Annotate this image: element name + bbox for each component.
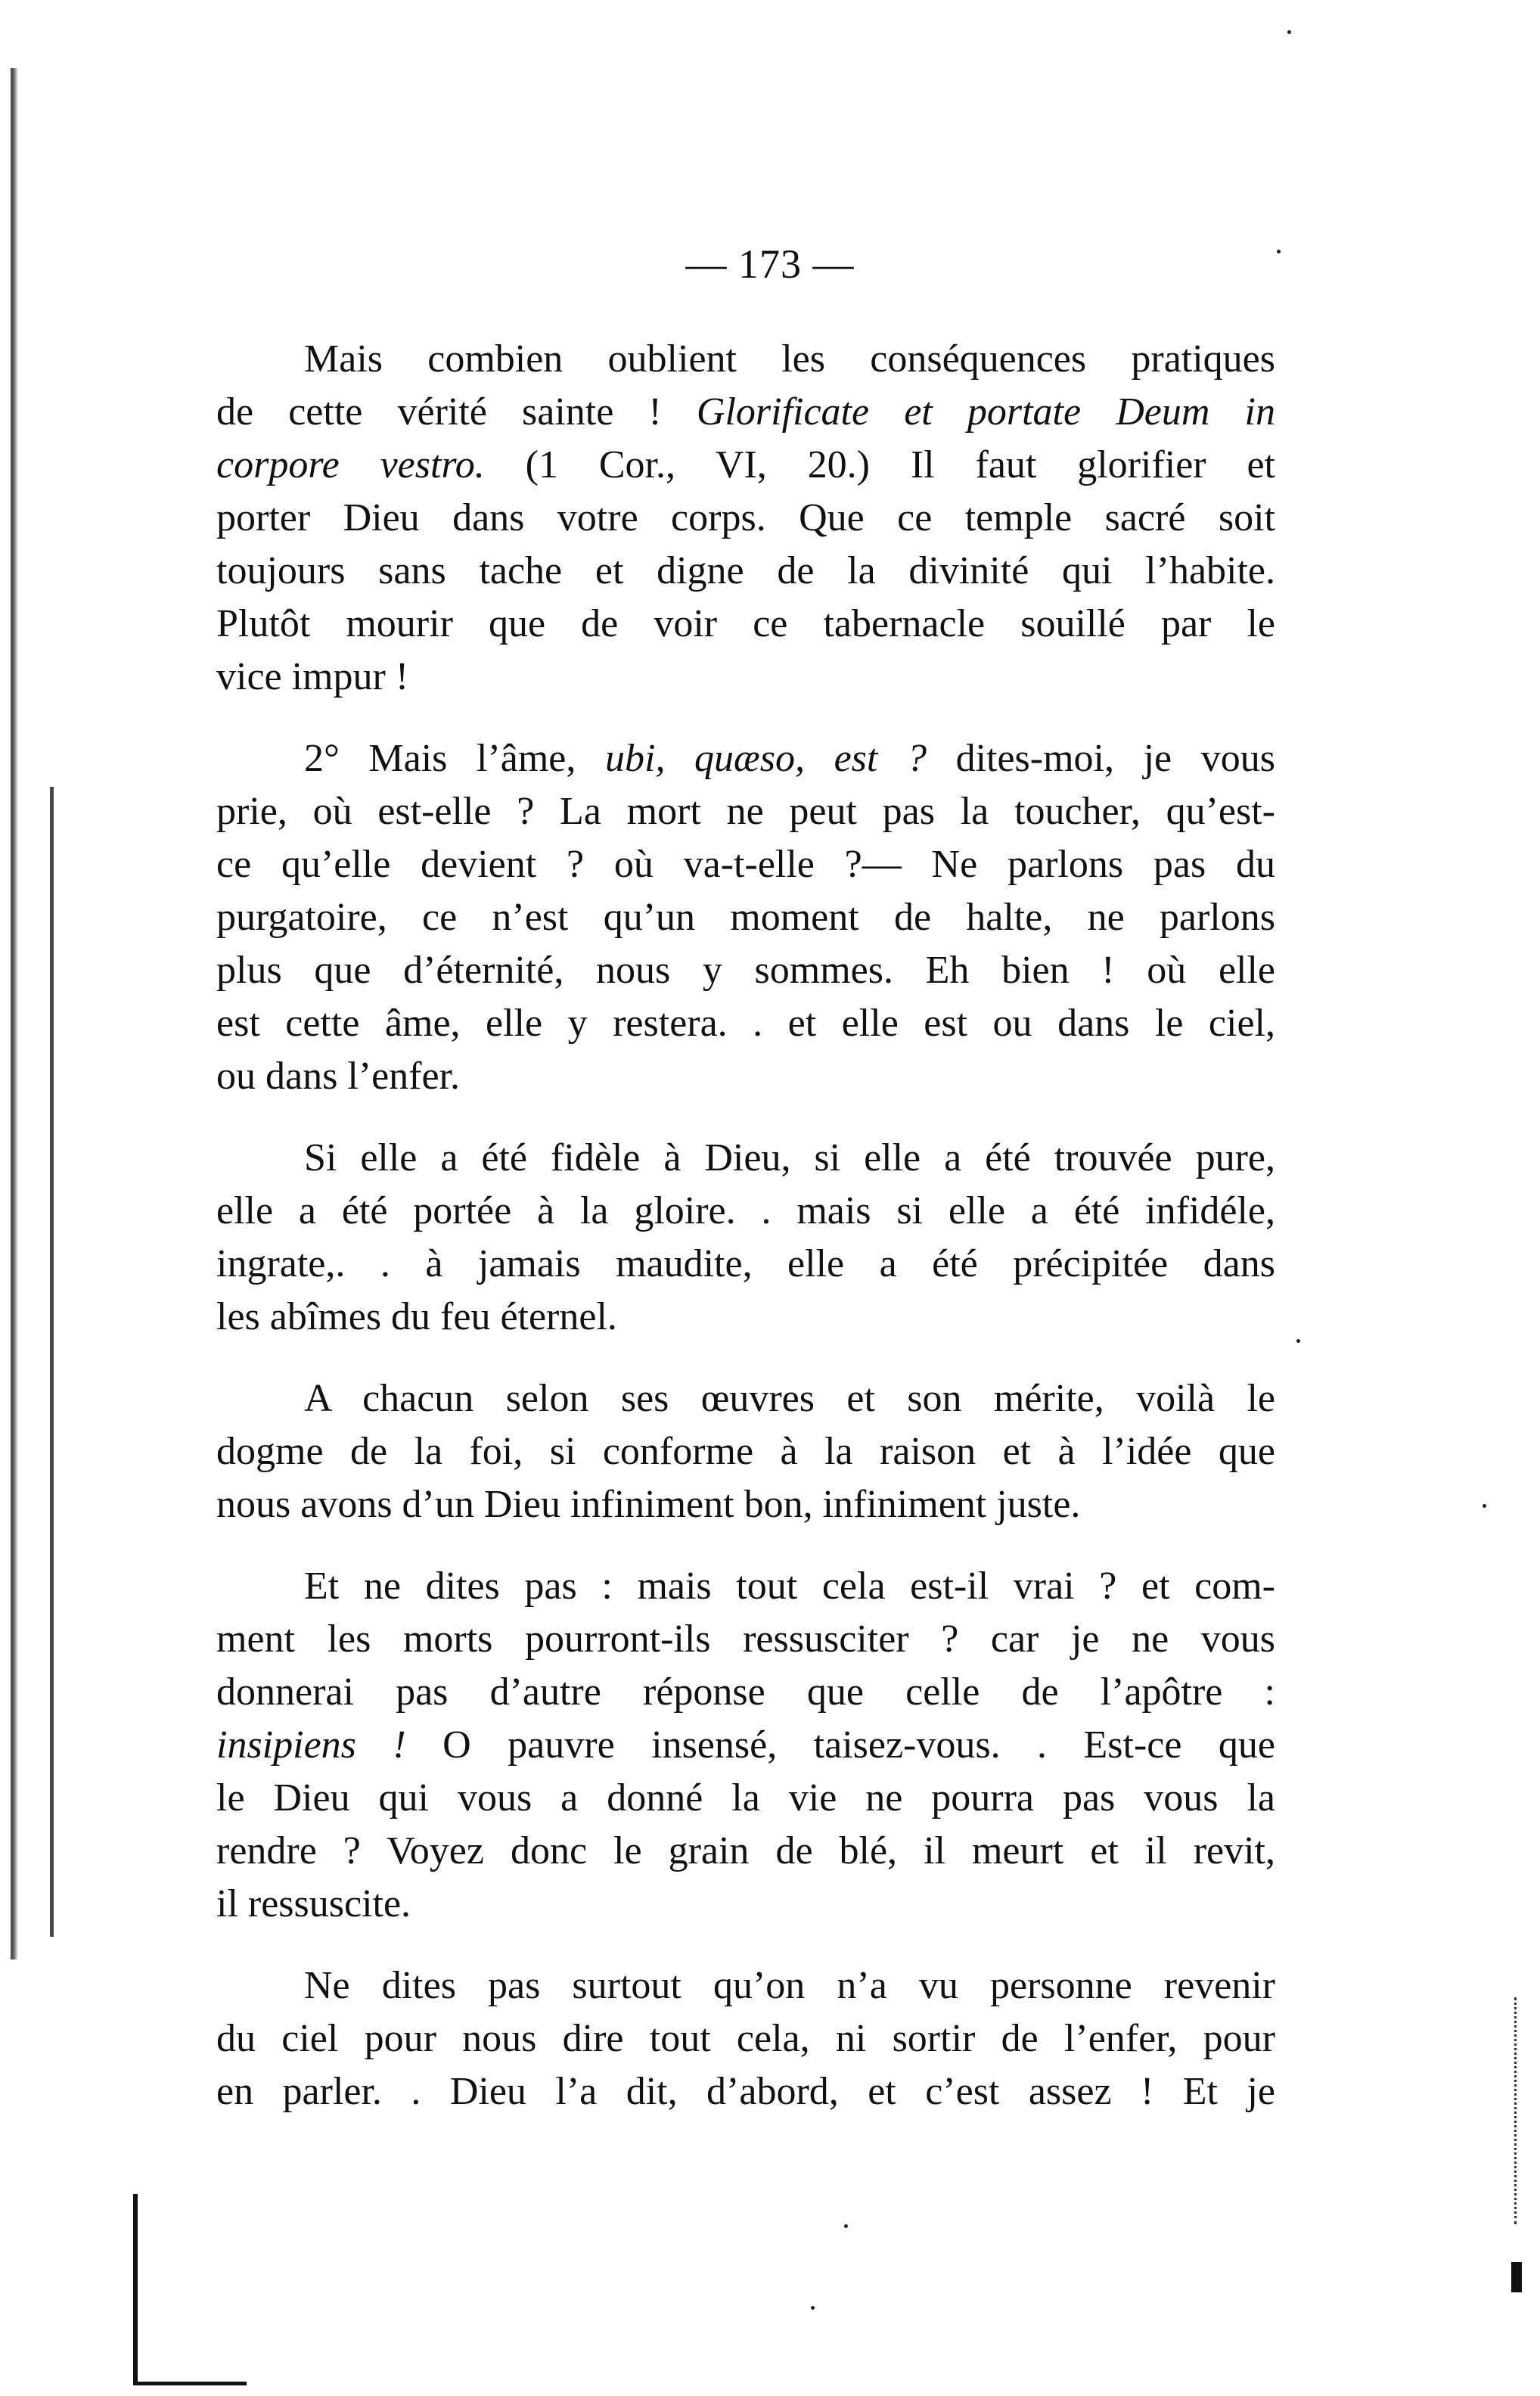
text-line: ou dans l’enfer. [216, 1055, 461, 1098]
text-line: est cette âme, elle y restera. . et elle est ou dans le ciel, [216, 1002, 1275, 1045]
text-line: plus que d’éternité, nous y sommes. Eh bien ! où elle [216, 949, 1275, 992]
text-line: les abîmes du feu éternel. [216, 1295, 617, 1338]
text-line: rendre ? Voyez donc le grain de blé, il meurt et il revit, [216, 1829, 1275, 1872]
text-line: Et ne dites pas : mais tout cela est-il vrai ? et com- [304, 1565, 1275, 1608]
text-line: purgatoire, ce n’est qu’un moment de halte, ne parlons [216, 896, 1275, 939]
text-line: il ressuscite. [216, 1882, 411, 1925]
text-line: toujours sans tache et digne de la divinité qui l’habite. [216, 549, 1275, 592]
binding-line [50, 787, 54, 1937]
text-line: 2° Mais l’âme, ubi, quæso, est ? dites-moi, je vous [304, 737, 1275, 780]
text-line: nous avons d’un Dieu infiniment bon, infiniment juste. [216, 1483, 1081, 1526]
text-line: donnerai pas d’autre réponse que celle de l’apôtre : [216, 1670, 1275, 1714]
paragraph [216, 732, 1275, 1103]
text-line: porter Dieu dans votre corps. Que ce temple sacré soit [216, 496, 1275, 539]
paragraph [216, 1560, 1275, 1931]
text-line: Plutôt mourir que de voir ce tabernacle souillé par le [216, 602, 1275, 645]
page-number: — 173 — [685, 241, 855, 287]
binding-shadow [11, 68, 18, 1959]
scan-speck [844, 2224, 848, 2228]
text-line: Mais combien oublient les conséquences pratiques [304, 337, 1275, 381]
text-line: ce qu’elle devient ? où va-t-elle ?— Ne parlons pas du [216, 843, 1275, 886]
scan-edge-dots [1514, 1997, 1520, 2224]
text-line: de cette vérité sainte ! Glorificate et portate Deum in [216, 390, 1275, 434]
text-line: en parler. . Dieu l’a dit, d’abord, et c’est assez ! Et je [216, 2070, 1275, 2113]
text-line: ingrate,. . à jamais maudite, elle a été précipitée dans [216, 1242, 1275, 1285]
scan-speck [1287, 30, 1291, 34]
text-line: le Dieu qui vous a donné la vie ne pourra pas vous la [216, 1776, 1275, 1820]
text-line: ment les morts pourront-ils ressusciter ? car je ne vous [216, 1618, 1275, 1661]
paragraph [216, 1132, 1275, 1344]
text-line: insipiens ! O pauvre insensé, taisez-vous. . Est-ce que [216, 1723, 1275, 1767]
text-line: A chacun selon ses œuvres et son mérite, voilà le [304, 1377, 1275, 1420]
scan-edge-block [1511, 2262, 1522, 2292]
body-text [216, 333, 1275, 2147]
text-line: Si elle a été fidèle à Dieu, si elle a été trouvée pure, [304, 1136, 1275, 1179]
text-line: dogme de la foi, si conforme à la raison et à l’idée que [216, 1430, 1275, 1473]
text-line: vice impur ! [216, 655, 409, 698]
scan-speck [1483, 1504, 1486, 1508]
text-line: elle a été portée à la gloire. . mais si elle a été infidéle, [216, 1189, 1275, 1232]
text-line: du ciel pour nous dire tout cela, ni sortir de l’enfer, pour [216, 2017, 1275, 2060]
paragraph [216, 1372, 1275, 1531]
scan-speck [811, 2306, 815, 2310]
text-line: prie, où est-elle ? La mort ne peut pas la toucher, qu’est- [216, 790, 1275, 833]
paragraph [216, 333, 1275, 704]
scan-speck [1296, 1339, 1300, 1343]
scan-corner-mark [133, 2194, 138, 2383]
paragraph [216, 1959, 1275, 2118]
scan-corner-mark-horizontal [133, 2382, 247, 2385]
text-line: corpore vestro. (1 Cor., VI, 20.) Il faut glorifier et [216, 443, 1276, 486]
text-line: Ne dites pas surtout qu’on n’a vu personne revenir [304, 1964, 1275, 2007]
